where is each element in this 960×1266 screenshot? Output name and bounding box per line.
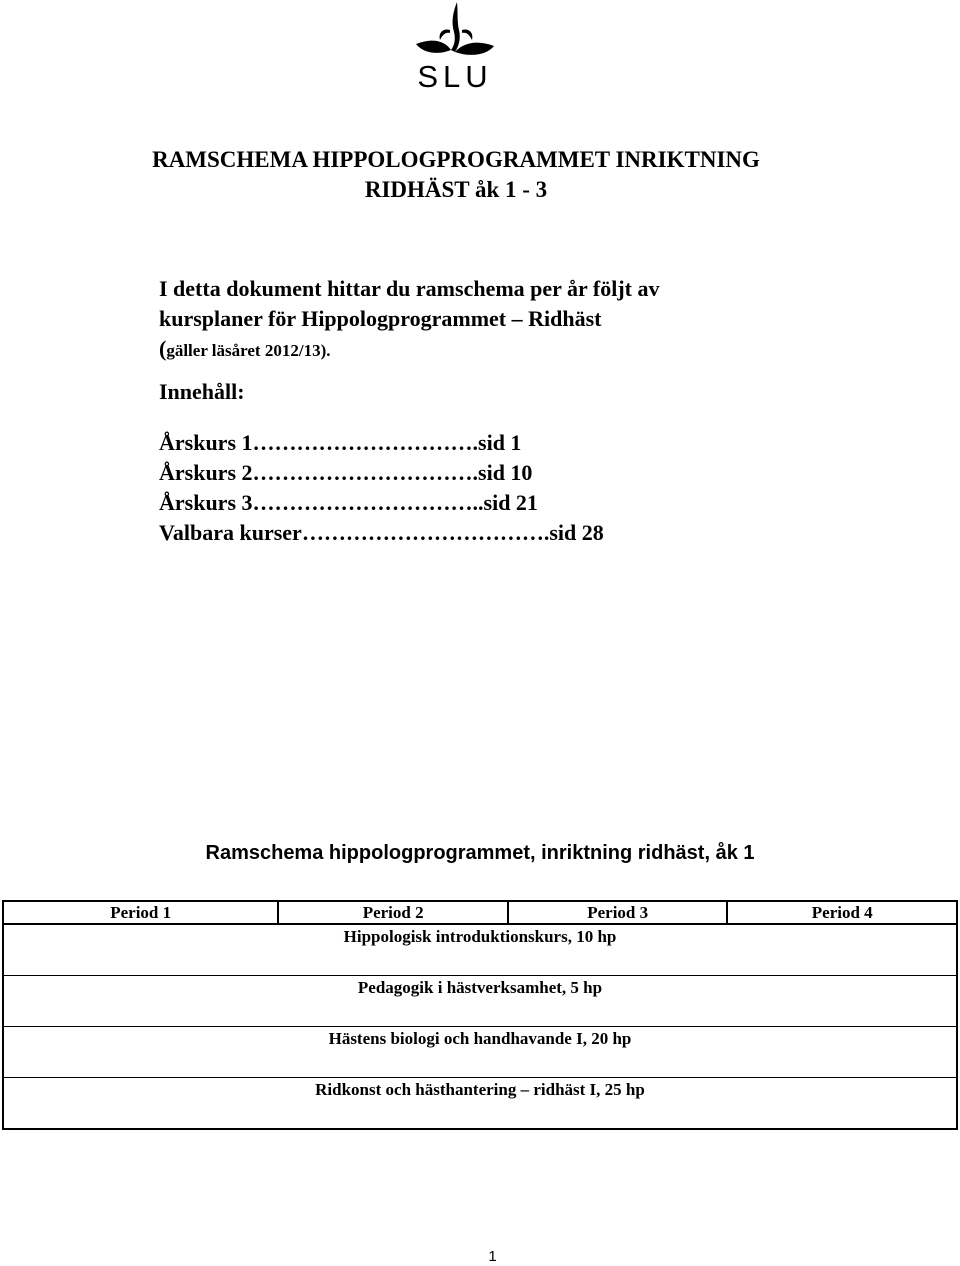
slu-logo (410, 0, 500, 96)
toc-item-page: ..sid 21 (472, 490, 538, 515)
toc-item-leader: ………………………… (252, 490, 473, 515)
course-cell (3, 1027, 957, 1078)
toc-item-page: .sid 28 (543, 520, 604, 545)
intro-validity: gäller läsåret 2012/13 (166, 341, 321, 360)
table-row (3, 1078, 957, 1130)
course-cell (3, 1078, 957, 1130)
course-cell (3, 924, 957, 976)
toc-item-page: .sid 1 (472, 430, 522, 455)
period-3-header: Period 3 (508, 901, 728, 924)
course-name: Hästens biologi och handhavande I, 20 hp (328, 1029, 632, 1048)
toc-item (159, 428, 604, 458)
schedule-table (2, 900, 958, 1130)
course-name: Hippologisk introduktionskurs, 10 hp (343, 927, 617, 946)
table-row (3, 976, 957, 1027)
course-name: Ridkonst och hästhantering – ridhäst I, 25 hp (315, 1080, 645, 1099)
schedule-heading-text: Ramschema hippologprogrammet, inriktning ridhäst, åk 1 (205, 842, 755, 864)
toc-heading: Innehåll: (159, 379, 245, 404)
toc-item-label: Årskurs 1 (159, 430, 253, 455)
toc-item-leader: …………………………… (301, 520, 544, 545)
course-name: Pedagogik i hästverksamhet, 5 hp (357, 978, 603, 997)
period-4-header: Period 4 (727, 901, 957, 924)
period-2-header: Period 2 (278, 901, 508, 924)
toc-item-leader: ………………………… (252, 460, 473, 485)
document-title-line-2: RIDHÄST åk 1 - 3 (364, 177, 548, 202)
table-of-contents (159, 428, 604, 548)
document-title-line-1: RAMSCHEMA HIPPOLOGPROGRAMMET INRIKTNING (152, 147, 760, 172)
toc-item-label: Valbara kurser (159, 520, 302, 545)
slu-logo-text: SLU (417, 59, 493, 94)
toc-item (159, 458, 604, 488)
toc-item-label: Årskurs 3 (159, 490, 253, 515)
intro-line-1: I detta dokument hittar du ramschema per år följt av (159, 276, 660, 301)
toc-item-page: .sid 10 (472, 460, 533, 485)
intro-paren-close: ). (320, 341, 331, 360)
toc-item (159, 488, 604, 518)
slu-leaf-icon (410, 0, 500, 62)
intro-paren-open: ( (159, 336, 167, 361)
course-cell (3, 976, 957, 1027)
document-title (0, 145, 960, 205)
period-1-header: Period 1 (3, 901, 278, 924)
toc-item (159, 518, 604, 548)
intro-line-2: kursplaner för Hippologprogrammet – Ridhäst (159, 306, 602, 331)
intro-paragraph (159, 274, 659, 366)
page-number: 1 (488, 1248, 497, 1265)
table-row (3, 924, 957, 976)
toc-item-label: Årskurs 2 (159, 460, 253, 485)
table-row (3, 1027, 957, 1078)
period-header-row (3, 901, 957, 924)
schedule-heading (0, 842, 960, 865)
intro-line-3 (159, 334, 659, 366)
toc-item-leader: ………………………… (252, 430, 473, 455)
